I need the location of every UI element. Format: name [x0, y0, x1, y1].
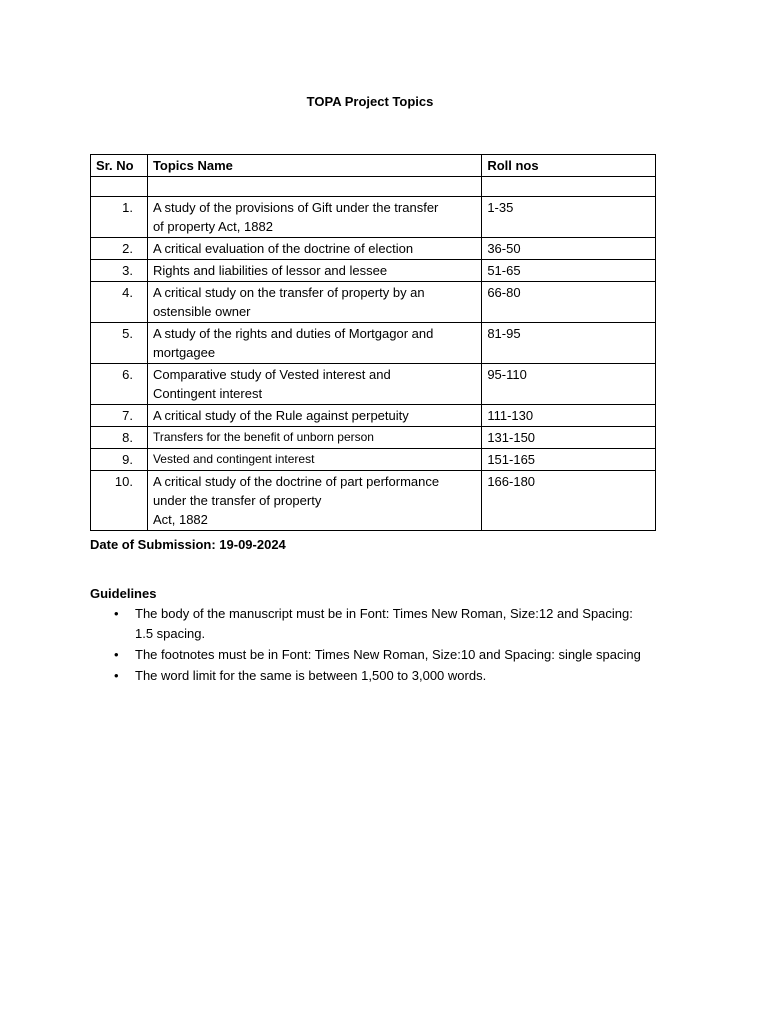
topic-line: Rights and liabilities of lessor and lessee [152, 263, 388, 278]
row-topic [147, 197, 481, 238]
table-row [91, 238, 656, 260]
row-sr-no: 4. [91, 282, 148, 323]
guideline-line: 1.5 spacing. [135, 626, 206, 641]
row-sr-no: 7. [91, 405, 148, 427]
row-sr-no: 8. [91, 427, 148, 449]
table-row [91, 427, 656, 449]
topic-line: A study of the rights and duties of Mortgagor and [152, 326, 434, 341]
bullet-icon: • [114, 668, 119, 683]
topic-line: Contingent interest [152, 386, 263, 401]
header-sr-no: Sr. No [91, 155, 148, 177]
topic-line: A critical study of the doctrine of part performance [152, 474, 440, 489]
topic-line: A critical study on the transfer of property by an [152, 285, 425, 300]
row-roll-nos: 51-65 [482, 260, 656, 282]
table-row [91, 282, 656, 323]
row-sr-no: 9. [91, 449, 148, 471]
row-sr-no: 10. [91, 471, 148, 531]
row-topic [147, 260, 481, 282]
bullet-icon: • [114, 606, 119, 621]
table-header-row [91, 155, 656, 177]
row-roll-nos: 166-180 [482, 471, 656, 531]
topics-table [90, 154, 656, 531]
topic-line: mortgagee [152, 345, 216, 360]
empty-cell [147, 177, 481, 197]
table-row [91, 323, 656, 364]
table-row [91, 471, 656, 531]
table-row [91, 260, 656, 282]
row-topic [147, 427, 481, 449]
table-row [91, 449, 656, 471]
table-row [91, 197, 656, 238]
row-roll-nos: 81-95 [482, 323, 656, 364]
empty-cell [482, 177, 656, 197]
row-roll-nos: 131-150 [482, 427, 656, 449]
row-roll-nos: 1-35 [482, 197, 656, 238]
row-topic [147, 282, 481, 323]
topic-line: Comparative study of Vested interest and [152, 367, 391, 382]
table-row [91, 405, 656, 427]
topic-line: of property Act, 1882 [152, 219, 273, 234]
guideline-item [90, 645, 690, 665]
row-topic [147, 364, 481, 405]
empty-cell [91, 177, 148, 197]
row-topic [147, 405, 481, 427]
row-roll-nos: 66-80 [482, 282, 656, 323]
guidelines-list [90, 604, 690, 687]
header-roll-nos: Roll nos [482, 155, 656, 177]
table-row [91, 364, 656, 405]
bullet-icon: • [114, 647, 119, 662]
topic-line: under the transfer of property [152, 493, 322, 508]
table-body [91, 177, 656, 531]
guideline-item [90, 666, 690, 686]
empty-row [91, 177, 656, 197]
submission-date: Date of Submission: 19-09-2024 [90, 537, 286, 552]
row-roll-nos: 36-50 [482, 238, 656, 260]
guideline-line: The word limit for the same is between 1,500 to 3,000 words. [135, 668, 487, 683]
row-topic [147, 323, 481, 364]
row-roll-nos: 151-165 [482, 449, 656, 471]
row-sr-no: 3. [91, 260, 148, 282]
guideline-line: The body of the manuscript must be in Font: Times New Roman, Size:12 and Spacing: [135, 606, 633, 621]
topic-line: Vested and contingent interest [152, 452, 315, 466]
row-roll-nos: 111-130 [482, 405, 656, 427]
guideline-item [90, 604, 690, 644]
row-sr-no: 1. [91, 197, 148, 238]
topic-line: Act, 1882 [152, 512, 208, 527]
row-sr-no: 5. [91, 323, 148, 364]
row-topic [147, 238, 481, 260]
row-roll-nos: 95-110 [482, 364, 656, 405]
topic-line: A study of the provisions of Gift under the transfer [152, 200, 439, 215]
row-topic [147, 471, 481, 531]
row-sr-no: 6. [91, 364, 148, 405]
row-topic [147, 449, 481, 471]
topic-line: Transfers for the benefit of unborn person [152, 430, 374, 444]
topic-line: A critical study of the Rule against perpetuity [152, 408, 409, 423]
guideline-line: The footnotes must be in Font: Times New Roman, Size:10 and Spacing: single spacing [135, 647, 641, 662]
header-topics-name: Topics Name [147, 155, 481, 177]
guidelines-heading: Guidelines [90, 586, 157, 601]
row-sr-no: 2. [91, 238, 148, 260]
topic-line: A critical evaluation of the doctrine of election [152, 241, 414, 256]
topic-line: ostensible owner [152, 304, 251, 319]
page-title: TOPA Project Topics [306, 94, 434, 109]
